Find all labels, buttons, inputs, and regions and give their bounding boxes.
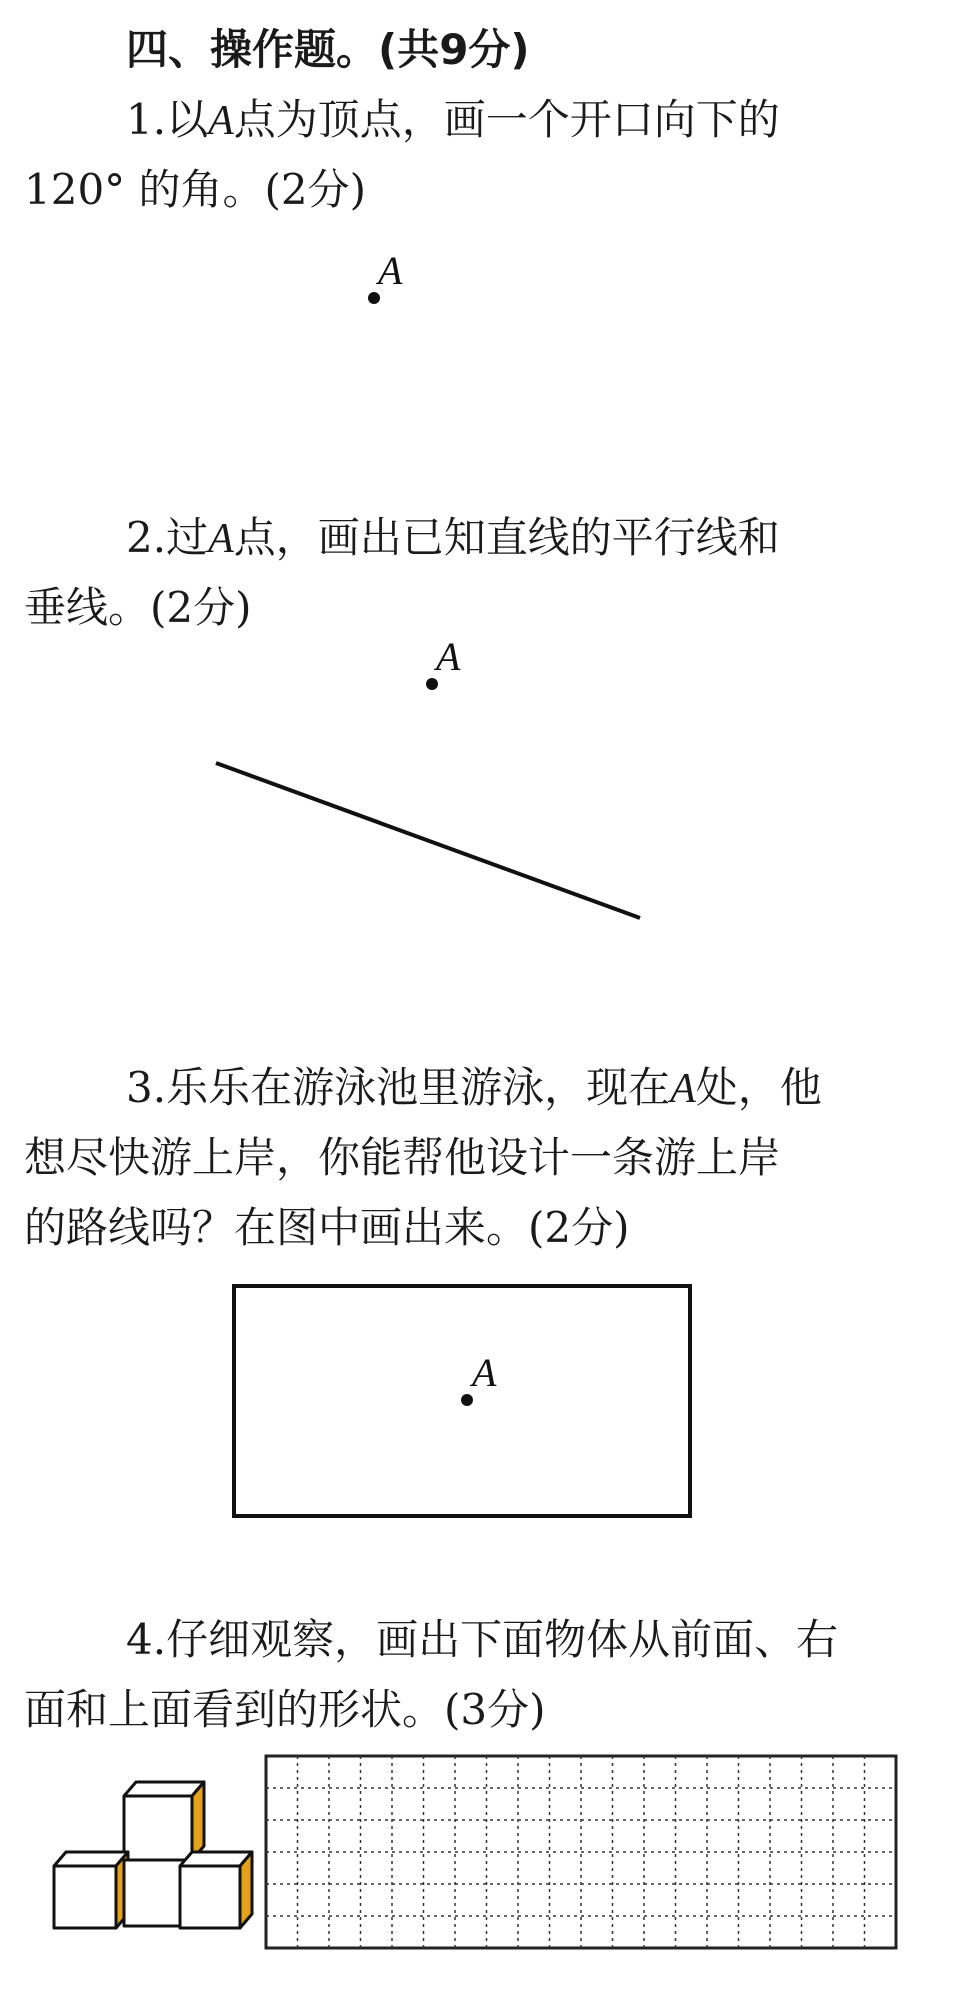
q3-prefix: 3.乐乐在游泳池里游泳，现在 [126,1063,671,1112]
section-title: 四、操作题。(共9分) [126,25,530,74]
question-4-line-2: 面和上面看到的形状。(3分) [24,1685,546,1734]
q1-figure-label: A [378,248,403,293]
q1-prefix: 1.以 [126,95,209,144]
q1-suffix: 点为顶点，画一个开口向下的 [233,95,780,144]
q1-figure [368,248,403,304]
cube-right [180,1852,252,1928]
cube-stack-figure [54,1782,252,1928]
q2-point-label: A [208,516,234,562]
q3-figure [234,1286,690,1516]
cube-top [124,1782,204,1860]
q2-prefix: 2.过 [126,513,209,562]
question-3-line-2: 想尽快游上岸，你能帮他设计一条游上岸 [24,1133,781,1182]
question-1-line-2: 120° 的角。(2分) [24,165,367,214]
q2-suffix: 点，画出已知直线的平行线和 [233,513,780,562]
q2-figure [216,634,640,918]
q3-point-label: A [670,1066,696,1112]
q2-given-line [216,763,640,918]
q2-figure-label: A [436,634,461,679]
question-2-line-2: 垂线。(2分) [24,583,252,632]
question-3-line-3: 的路线吗？在图中画出来。(2分) [24,1203,630,1252]
cube-middle [124,1860,184,1926]
q2-point-dot [426,678,438,690]
q3-suffix: 处，他 [695,1063,822,1112]
cube-left [54,1852,128,1928]
drawing-grid[interactable] [266,1756,896,1948]
question-4-line-1: 4.仔细观察，画出下面物体从前面、右 [126,1615,839,1664]
q3-figure-label: A [472,1350,497,1395]
q3-point-dot [461,1394,473,1406]
q1-point-dot [368,292,380,304]
q1-point-label: A [208,98,234,144]
